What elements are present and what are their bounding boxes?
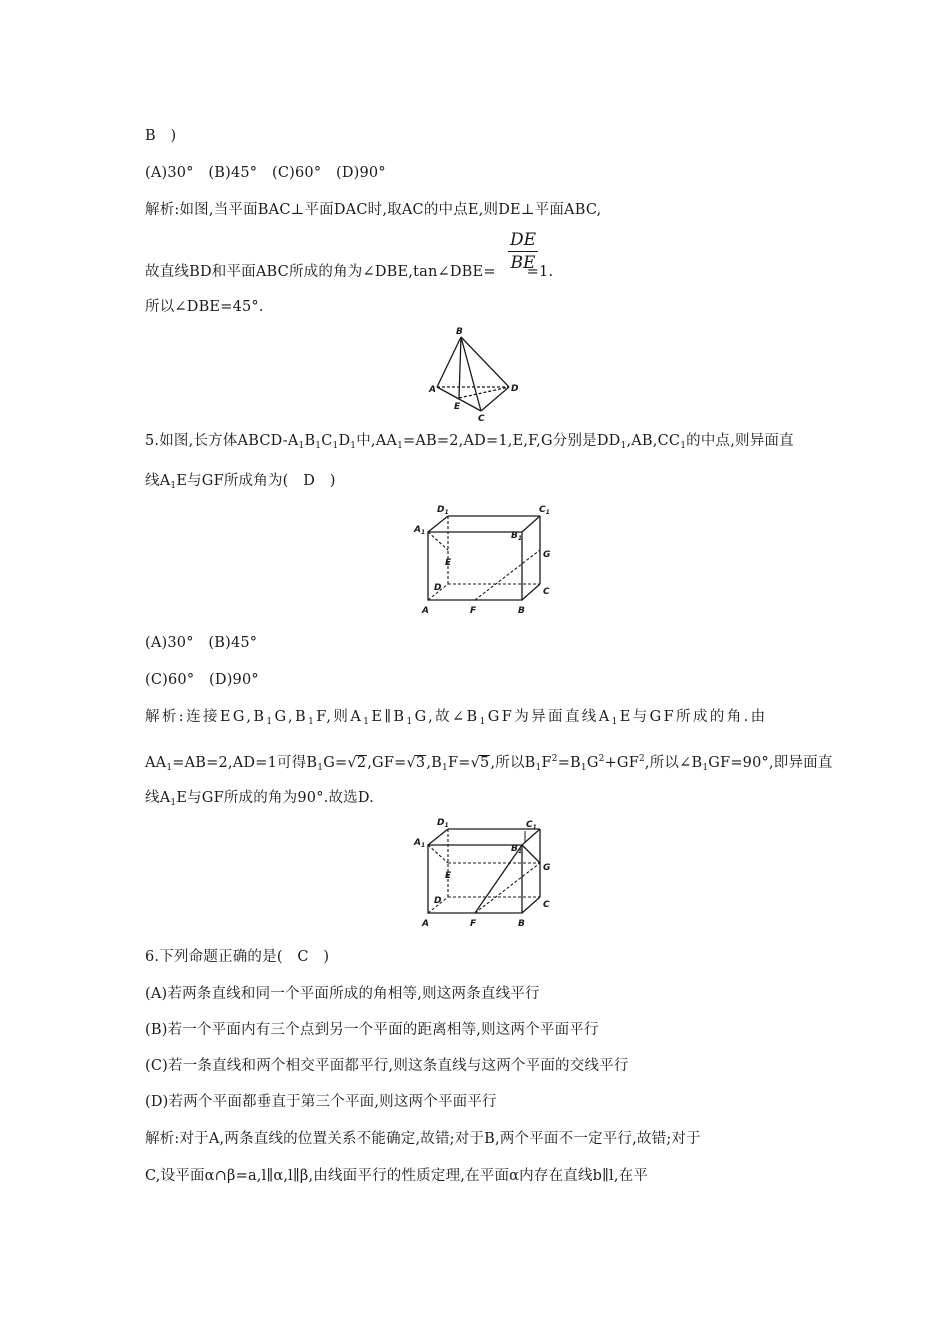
text: E与GF所成角为( D ): [176, 473, 336, 489]
label-A: A: [429, 385, 436, 395]
label-D: D: [434, 896, 442, 906]
label-B: B: [518, 919, 525, 929]
text: =B: [557, 755, 581, 771]
text: G: [586, 755, 599, 771]
superscript: 2: [638, 754, 645, 764]
subscript: 1: [170, 481, 177, 491]
q6-analysis-line2: C,设平面α∩β=a,l∥α,l∥β,由线面平行的性质定理,在平面α内存在直线b∥l,在平: [145, 1168, 649, 1184]
text: 中,AA: [356, 433, 398, 449]
edge-BE: [459, 337, 461, 398]
superscript: 2: [598, 754, 605, 764]
text: F,则A: [316, 709, 364, 725]
text: F: [541, 755, 552, 771]
subscript: 1: [266, 717, 275, 727]
label-G: G: [543, 863, 550, 873]
text: G,B: [274, 709, 309, 725]
subscript: 1: [170, 798, 177, 808]
edge-BC: [522, 897, 540, 913]
segment-A1E: [428, 845, 448, 863]
text: GF=90°,即异面直: [708, 755, 833, 771]
subscript: 1: [680, 441, 687, 451]
q6-option-b: (B)若一个平面内有三个点到另一个平面的距离相等,则这两个平面平行: [145, 1022, 599, 1038]
edge-B1C1: [522, 516, 540, 532]
sqrt-5: 5: [480, 755, 490, 771]
q4-analysis-line2: [145, 262, 553, 282]
subscript: 1: [298, 441, 305, 451]
text: AA: [145, 755, 167, 771]
sqrt-2: 2: [356, 755, 367, 771]
label-F: F: [470, 606, 477, 616]
label-C: C: [543, 587, 550, 597]
q4-analysis-line3: 所以∠DBE=45°.: [145, 299, 264, 315]
subscript: 1: [479, 717, 488, 727]
label-A: A: [422, 606, 429, 616]
text: 5.如图,长方体ABCD-A: [145, 433, 299, 449]
text: ,所以∠B: [644, 755, 703, 771]
fraction-numerator: DE: [509, 230, 537, 250]
label-F: F: [470, 919, 477, 929]
label-B: B: [456, 327, 463, 337]
text: +GF: [604, 755, 639, 771]
superscript: 2: [551, 754, 558, 764]
edge-BA: [437, 337, 461, 387]
subscript: 1: [317, 763, 324, 773]
edge-A1D1: [428, 829, 448, 845]
front-face: [428, 532, 522, 600]
text: F=: [447, 755, 471, 771]
edge-ED: [459, 387, 509, 398]
segment-B1F: [475, 845, 522, 913]
subscript: 1: [350, 441, 357, 451]
subscript: 1: [580, 763, 587, 773]
q4-analysis-line1: 解析:如图,当平面BAC⊥平面DAC时,取AC的中点E,则DE⊥平面ABC,: [145, 202, 602, 218]
text: =AB=2,AD=1可得B: [172, 755, 318, 771]
subscript: 1: [702, 763, 709, 773]
text: E与GF所成的角为90°.故选D.: [176, 790, 374, 806]
label-A1: $A_1$: [414, 838, 426, 849]
label-D: D: [511, 384, 519, 394]
text: E∥B: [371, 709, 407, 725]
q5-solution-figure: [410, 815, 550, 935]
subscript: 1: [406, 717, 415, 727]
label-D1: $D_1$: [437, 818, 449, 829]
subscript: 1: [535, 763, 542, 773]
text: D: [338, 433, 351, 449]
label-G: G: [543, 550, 550, 560]
text: G,故∠B: [414, 709, 480, 725]
subscript: 1: [363, 717, 372, 727]
q4-analysis-suffix: =1.: [526, 264, 554, 280]
subscript: 1: [315, 441, 322, 451]
fraction-denominator: BE: [510, 253, 536, 273]
text: 的中点,则异面直: [686, 433, 794, 449]
q5-cuboid-figure: [410, 502, 550, 622]
label-E: E: [445, 871, 452, 881]
q6-option-a: (A)若两条直线和同一个平面所成的角相等,则这两条直线平行: [145, 986, 540, 1002]
label-A: A: [422, 919, 429, 929]
q4-analysis-prefix: 故直线BD和平面ABC所成的角为∠DBE,tan∠DBE=: [145, 264, 496, 280]
label-C: C: [478, 414, 485, 423]
text: 线A: [145, 473, 171, 489]
subscript: 1: [332, 441, 339, 451]
text: 解析:连接EG,B: [145, 709, 267, 725]
q6-option-d: (D)若两个平面都垂直于第三个平面,则这两个平面平行: [145, 1094, 497, 1110]
q5-analysis-line1: [145, 707, 768, 732]
q5-stem-line2: [145, 471, 336, 496]
text: C: [321, 433, 333, 449]
fraction-bar: [508, 251, 538, 252]
q4-answer-tail: B ): [145, 128, 177, 144]
label-E: E: [454, 402, 461, 412]
subscript: 1: [620, 441, 627, 451]
subscript: 1: [308, 717, 317, 727]
text: ,GF=: [367, 755, 407, 771]
text: ,所以B: [490, 755, 536, 771]
text: B: [304, 433, 316, 449]
text: 线A: [145, 790, 171, 806]
segment-B1G: [522, 845, 540, 863]
subscript: 1: [397, 441, 404, 451]
text: ,B: [426, 755, 443, 771]
q4-tetrahedron-figure: [424, 325, 524, 423]
subscript: 1: [166, 763, 173, 773]
q5-analysis-line2: $AA_1=AB=2,AD=1$可得$B_1G=√2,GF=√3,B_1F=√5$,所以$B_1F^2=B_1G^2+GF^2$,所以$\angle B_1GF=90^\circ$,即异面直: [145, 754, 833, 773]
text: GF为异面直线A: [487, 709, 612, 725]
label-B: B: [518, 606, 525, 616]
q6-analysis-line1: 解析:对于A,两条直线的位置关系不能确定,故错;对于B,两个平面不一定平行,故错;对于: [145, 1131, 701, 1147]
q6-option-c: (C)若一条直线和两个相交平面都平行,则这条直线与这两个平面的交线平行: [145, 1058, 629, 1074]
label-B1: $B_1$: [511, 531, 523, 542]
subscript: 1: [442, 763, 448, 773]
label-B1: $B_1$: [511, 844, 523, 855]
q4-fraction: [508, 230, 538, 273]
label-A1: $A_1$: [414, 525, 426, 536]
q4-options: (A)30° (B)45° (C)60° (D)90°: [145, 165, 386, 181]
q5-options-line1: (A)30° (B)45°: [145, 635, 258, 651]
q6-stem: 6.下列命题正确的是( C ): [145, 949, 330, 965]
sqrt-3: 3: [415, 755, 426, 771]
label-C1: $C_1$: [526, 820, 537, 831]
front-face: [428, 845, 522, 913]
subscript: 1: [611, 717, 620, 727]
q5-stem-line1: [145, 431, 794, 456]
text: =AB=2,AD=1,E,F,G分别是DD: [403, 433, 621, 449]
label-E: E: [445, 558, 452, 568]
q5-options-line2: (C)60° (D)90°: [145, 672, 259, 688]
label-C1: $C_1$: [539, 505, 550, 516]
text: ,AB,CC: [626, 433, 681, 449]
edge-A1D1: [428, 516, 448, 532]
label-D1: $D_1$: [437, 505, 449, 516]
text: E与GF所成的角.由: [619, 709, 768, 725]
segment-A1E: [428, 532, 448, 550]
label-D: D: [434, 583, 442, 593]
text: G=: [323, 755, 348, 771]
q5-analysis-line3: [145, 788, 374, 813]
label-C: C: [543, 900, 550, 910]
edge-BC: [522, 584, 540, 600]
